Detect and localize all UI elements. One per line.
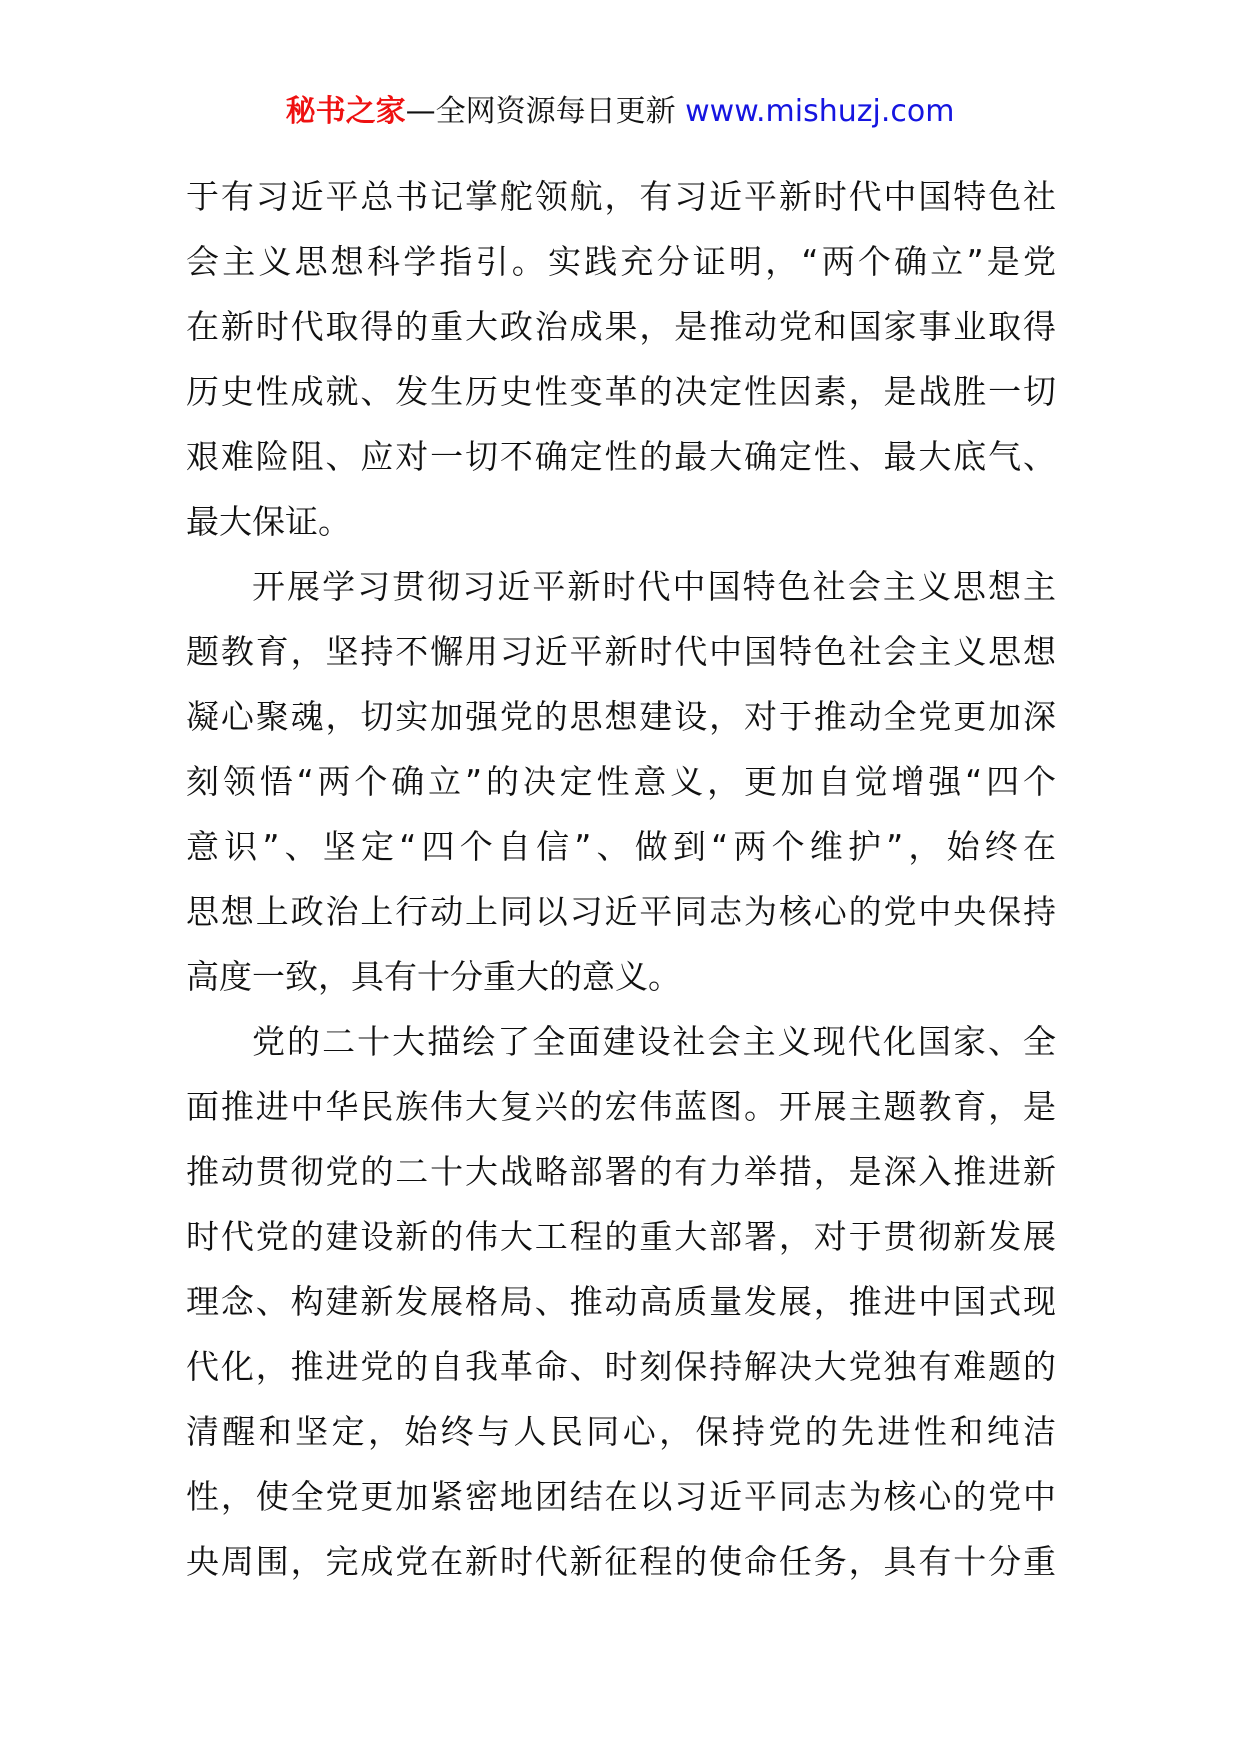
text-line: 历史性成就、发生历史性变革的决定性因素，是战胜一切 <box>186 372 1056 411</box>
text-line: 时代党的建设新的伟大工程的重大部署，对于贯彻新发展 <box>186 1217 1056 1256</box>
document-body <box>186 164 1056 1594</box>
text-line: 性，使全党更加紧密地团结在以习近平同志为核心的党中 <box>186 1477 1056 1516</box>
text-line: 凝心聚魂，切实加强党的思想建设，对于推动全党更加深 <box>186 697 1056 736</box>
text-line: 于有习近平总书记掌舵领航，有习近平新时代中国特色社 <box>186 177 1056 216</box>
paragraph-first-line: 党的二十大描绘了全面建设社会主义现代化国家、全 <box>252 1022 1056 1061</box>
brand-name: 秘书之家 <box>285 94 406 129</box>
text-line: 意识”、坚定“四个自信”、做到“两个维护”，始终在 <box>186 827 1056 866</box>
text-line: 央周围，完成党在新时代新征程的使命任务，具有十分重 <box>186 1542 1056 1581</box>
text-line: 推动贯彻党的二十大战略部署的有力举措，是深入推进新 <box>186 1152 1056 1191</box>
text-line: 刻领悟“两个确立”的决定性意义，更加自觉增强“四个 <box>186 762 1056 801</box>
paragraph-first-line: 开展学习贯彻习近平新时代中国特色社会主义思想主 <box>252 567 1056 606</box>
text-line: 会主义思想科学指引。实践充分证明，“两个确立”是党 <box>186 242 1056 281</box>
site-header <box>0 92 1240 132</box>
text-line: 高度一致，具有十分重大的意义。 <box>186 957 681 996</box>
text-line: 清醒和坚定，始终与人民同心，保持党的先进性和纯洁 <box>186 1412 1056 1451</box>
text-line: 代化，推进党的自我革命、时刻保持解决大党独有难题的 <box>186 1347 1056 1386</box>
site-url-link[interactable]: www.mishuzj.com <box>685 94 955 129</box>
text-line: 面推进中华民族伟大复兴的宏伟蓝图。开展主题教育，是 <box>186 1087 1056 1126</box>
text-line: 在新时代取得的重大政治成果，是推动党和国家事业取得 <box>186 307 1056 346</box>
header-tagline: —全网资源每日更新 <box>405 94 676 129</box>
text-line: 理念、构建新发展格局、推动高质量发展，推进中国式现 <box>186 1282 1056 1321</box>
text-line: 最大保证。 <box>186 502 351 541</box>
text-line: 题教育，坚持不懈用习近平新时代中国特色社会主义思想 <box>186 632 1056 671</box>
text-line: 艰难险阻、应对一切不确定性的最大确定性、最大底气、 <box>186 437 1056 476</box>
text-line: 思想上政治上行动上同以习近平同志为核心的党中央保持 <box>186 892 1056 931</box>
